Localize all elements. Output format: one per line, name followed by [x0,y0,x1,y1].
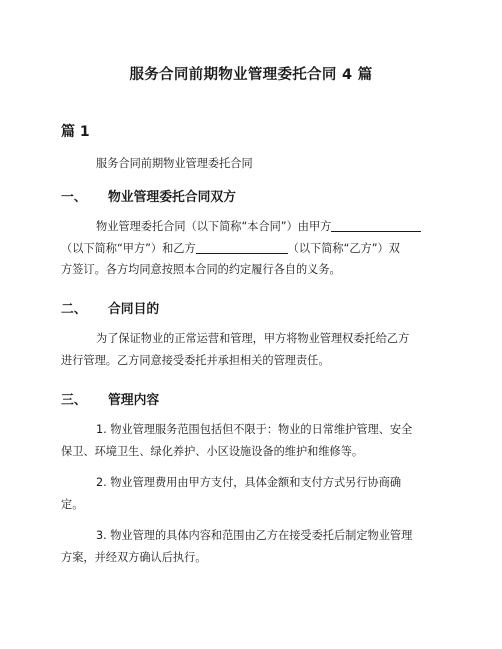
paragraph-line: 2. 物业管理费用由甲方支付，具体金额和支付方式另行协商确 [96,476,402,489]
section-title: 管理内容 [108,393,160,408]
section-1-paragraph [61,216,431,281]
list-item-2 [61,472,431,515]
section-heading-3 [61,389,159,408]
paragraph-line: 保卫、环境卫生、绿化养护、小区设施设备的维护和维修等。 [61,444,364,458]
paragraph-line: 进行管理。乙方同意接受委托并承担相关的管理责任。 [61,353,330,367]
paragraph-line: 方案，并经双方确认后执行。 [61,550,207,564]
document-subtitle: 服务合同前期物业管理委托合同 [96,157,253,170]
section-number: 二、 [61,302,87,317]
paragraph-line: 物业管理委托合同（以下简称“本合同”）由甲方 [61,216,431,238]
paragraph-line: 方签订。各方均同意按照本合同的约定履行各自的义务。 [61,263,341,276]
section-heading-1 [61,186,236,205]
section-title: 物业管理委托合同双方 [108,190,236,205]
part-heading: 篇 1 [61,124,90,140]
paragraph-line: 定。 [61,497,84,511]
paragraph-line: 1. 物业管理服务范围包括但不限于：物业的日常维护管理、安全 [96,423,413,436]
fill-in-blank [196,240,288,254]
section-number: 三、 [61,393,87,408]
section-number: 一、 [61,190,87,205]
list-item-1 [61,419,431,462]
section-2-paragraph [61,328,431,371]
paragraph-line: （以下简称“甲方”）和乙方 （以下简称“乙方”）双 [61,241,400,255]
paragraph-line: 为了保证物业的正常运营和管理，甲方将物业管理权委托给乙方 [96,332,410,345]
paragraph-line: 3. 物业管理的具体内容和范围由乙方在接受委托后制定物业管理 [96,529,413,542]
section-title: 合同目的 [108,302,160,317]
section-heading-2 [61,298,159,317]
document-title: 服务合同前期物业管理委托合同 4 篇 [129,67,373,83]
list-item-3 [61,525,431,568]
fill-in-blank [331,218,421,232]
